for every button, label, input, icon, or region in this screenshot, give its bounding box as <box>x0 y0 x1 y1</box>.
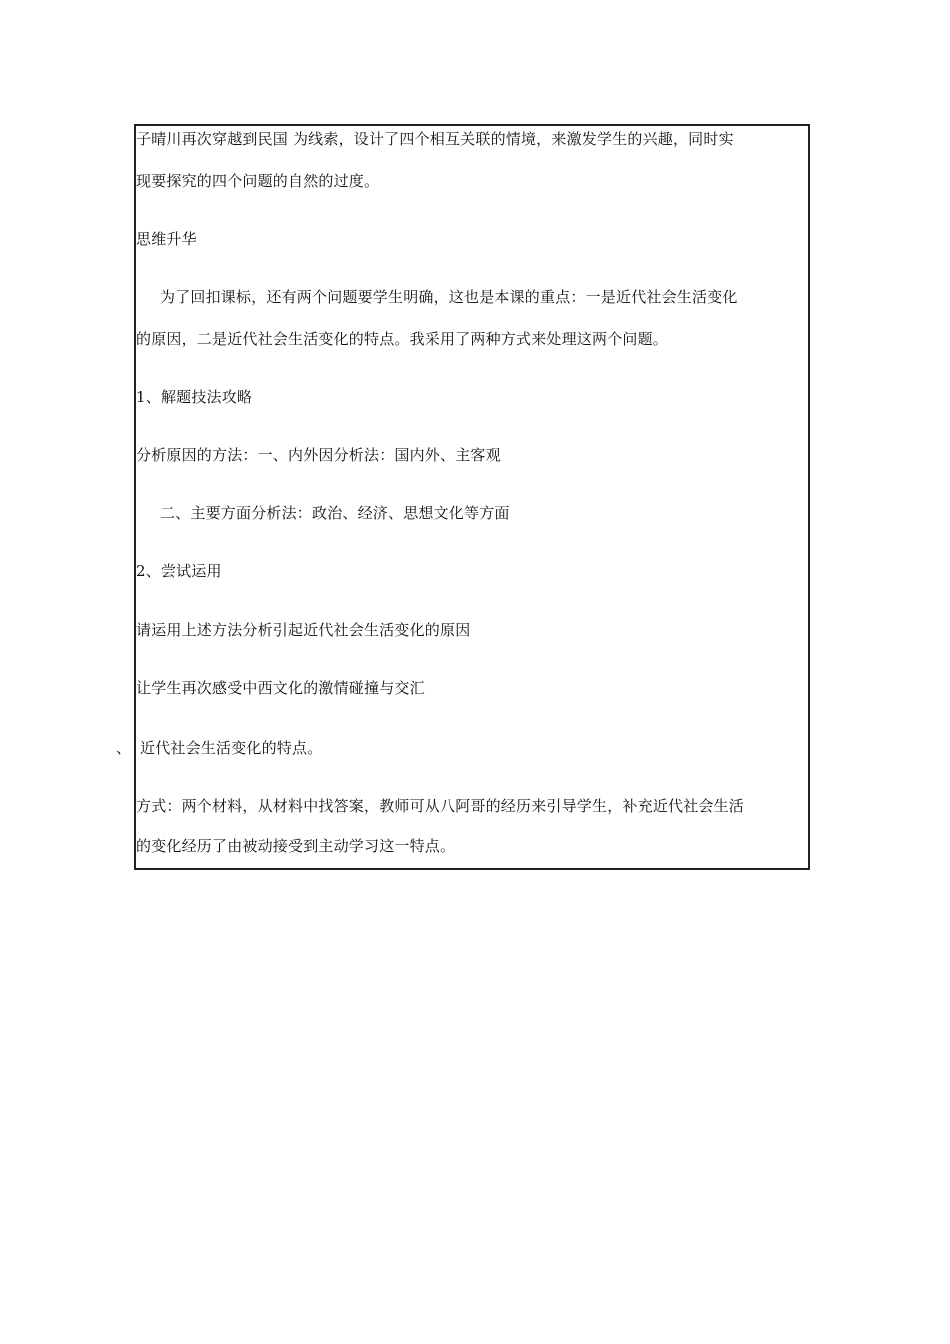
text-line-12: 近代社会生活变化的特点。 <box>140 739 323 757</box>
text-line-11: 让学生再次感受中西文化的激情碰撞与交汇 <box>136 679 425 697</box>
text-line-1: 子晴川再次穿越到民国 为线索，设计了四个相互关联的情境，来激发学生的兴趣，同时实 <box>136 130 734 148</box>
list-item-1: 1、解题技法攻略 <box>136 388 253 406</box>
list-item-2: 2、尝试运用 <box>136 562 222 580</box>
text-line-13: 方式：两个材料，从材料中找答案，教师可从八阿哥的经历来引导学生，补充近代社会生活 <box>136 797 745 815</box>
section-heading-thinking: 思维升华 <box>136 230 197 248</box>
stray-mark: 、 <box>116 739 132 757</box>
text-line-8: 二、主要方面分析法：政治、经济、思想文化等方面 <box>160 504 510 522</box>
text-line-4: 为了回扣课标，还有两个问题要学生明确，这也是本课的重点：一是近代社会生活变化 <box>160 288 738 306</box>
text-line-10: 请运用上述方法分析引起近代社会生活变化的原因 <box>136 621 471 639</box>
text-line-2: 现要探究的四个问题的自然的过度。 <box>136 172 380 190</box>
text-line-7: 分析原因的方法：一、内外因分析法：国内外、主客观 <box>136 446 501 464</box>
table-cell-border <box>134 124 810 870</box>
text-line-14: 的变化经历了由被动接受到主动学习这一特点。 <box>136 837 456 855</box>
text-line-5: 的原因，二是近代社会生活变化的特点。我采用了两种方式来处理这两个问题。 <box>136 330 669 348</box>
